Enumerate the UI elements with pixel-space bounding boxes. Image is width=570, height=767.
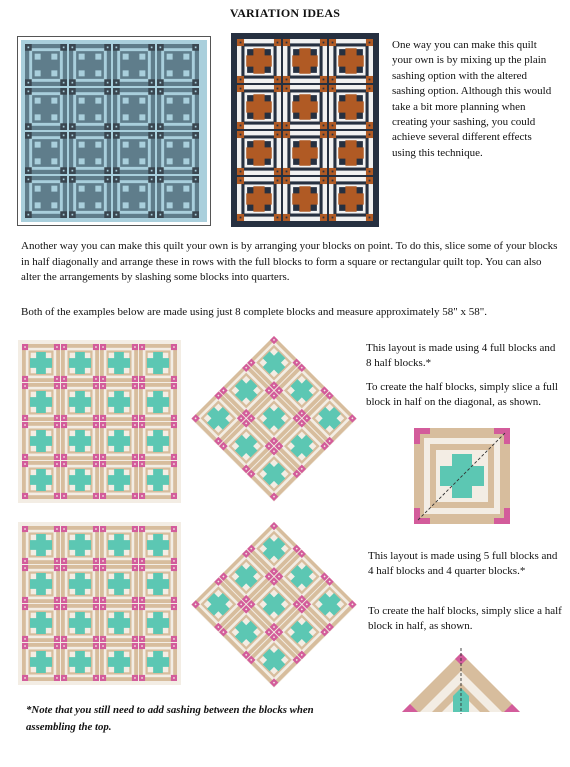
quilt-image-navy	[231, 33, 379, 227]
layout2-howto: To create the half blocks, simply slice a half block in half, as shown.	[368, 605, 562, 633]
on-point-paragraph: Another way you can make this quilt your own is by arranging your blocks on point. To do this, slice some of your blocks in half diagonally and arrange these in rows with the full blocks to form a square or rectangular quilt top. You can also alter the arrangements by slashing some blocks into quarters.	[21, 240, 558, 283]
quilt-image-blue	[17, 36, 211, 226]
layout1-howto: To create the half blocks, simply slice a full block in half on the diagonal, as shown.	[366, 381, 558, 409]
layout1-square-quilt	[18, 340, 181, 503]
examples-paragraph: Both of the examples below are made using just 8 complete blocks and measure approximately 58" x 58".	[21, 306, 487, 318]
layout1-text: This layout is made using 4 full blocks and 8 half blocks.*	[366, 342, 556, 370]
quarter-block-diagram	[398, 646, 524, 716]
layout2-diamond-quilt	[189, 520, 359, 690]
page-title: VARIATION IDEAS	[229, 6, 341, 20]
layout1-diamond-quilt	[189, 334, 359, 504]
half-block-diagram	[414, 428, 510, 524]
footnote: *Note that you still need to add sashing between the blocks when assembling the top.	[26, 704, 314, 733]
intro-text: One way you can make this quilt your own is by mixing up the plain sashing option with the altered sashing option. Although this would take a bit more planning when creating your sashing, you could achieve several different effects using this technique.	[392, 39, 552, 159]
layout2-text: This layout is made using 5 full blocks and 4 half blocks and 4 quarter blocks.*	[368, 550, 558, 578]
layout2-square-quilt	[18, 522, 181, 685]
